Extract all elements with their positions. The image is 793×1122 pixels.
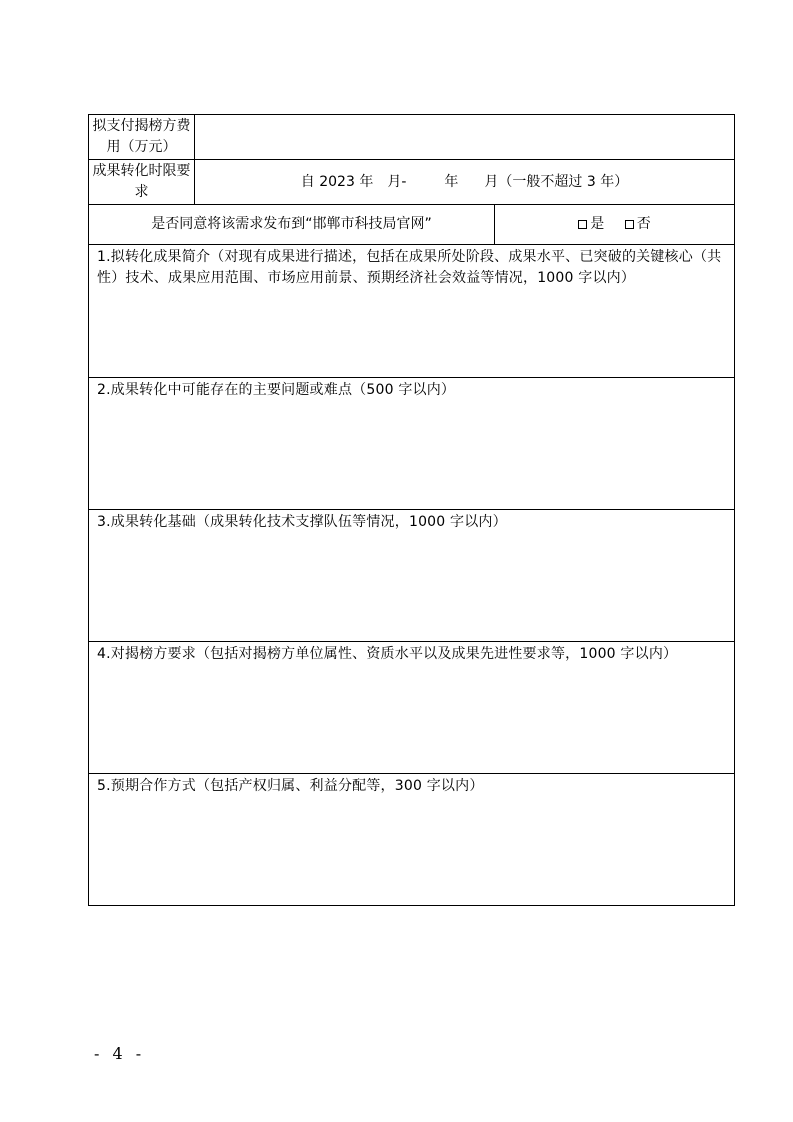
consent-no-label: 否 — [636, 216, 651, 232]
section-achievement-summary[interactable] — [89, 245, 735, 378]
consent-no-option[interactable] — [625, 214, 651, 235]
period-value-cell[interactable] — [195, 160, 735, 205]
consent-row — [89, 205, 735, 245]
payment-row — [89, 115, 735, 160]
period-year-2: 年 — [444, 173, 459, 190]
period-note: （一般不超过 3 年） — [498, 173, 629, 190]
section-main-problems[interactable] — [89, 378, 735, 510]
payment-value-cell[interactable] — [195, 115, 735, 160]
period-month-2: 月 — [484, 173, 499, 190]
consent-yes-option[interactable] — [578, 214, 604, 235]
period-label: 成果转化时限要求 — [89, 160, 195, 205]
period-month-1: 月- — [387, 173, 407, 190]
section-heading: 4.对揭榜方要求（包括对揭榜方单位属性、资质水平以及成果先进性要求等，1000 字以内） — [97, 646, 678, 662]
period-row — [89, 160, 735, 205]
section-row-2 — [89, 378, 735, 510]
consent-options — [495, 205, 735, 245]
page-number: - 4 - — [94, 1044, 146, 1063]
section-heading: 2.成果转化中可能存在的主要问题或难点（500 字以内） — [97, 382, 456, 398]
section-heading: 5.预期合作方式（包括产权归属、利益分配等，300 字以内） — [97, 778, 484, 794]
section-heading: 1.拟转化成果简介（对现有成果进行描述，包括在成果所处阶段、成果水平、已突破的关键核心（共性）技术、成果应用范围、市场应用前景、预期经济社会效益等情况，1000 字以内） — [97, 249, 722, 286]
checkbox-icon[interactable] — [625, 220, 634, 229]
section-row-5 — [89, 774, 735, 906]
consent-yes-label: 是 — [590, 216, 605, 232]
requirement-form-table — [88, 114, 735, 906]
payment-label: 拟支付揭榜方费用（万元） — [89, 115, 195, 160]
checkbox-icon[interactable] — [578, 220, 587, 229]
section-cooperation-mode[interactable] — [89, 774, 735, 906]
section-row-4 — [89, 642, 735, 774]
period-from: 自 2023 年 — [300, 173, 374, 190]
section-row-3 — [89, 510, 735, 642]
section-solver-requirements[interactable] — [89, 642, 735, 774]
consent-question: 是否同意将该需求发布到“邯郸市科技局官网” — [89, 205, 495, 245]
section-row-1 — [89, 245, 735, 378]
section-heading: 3.成果转化基础（成果转化技术支撑队伍等情况，1000 字以内） — [97, 514, 507, 530]
section-transformation-basis[interactable] — [89, 510, 735, 642]
